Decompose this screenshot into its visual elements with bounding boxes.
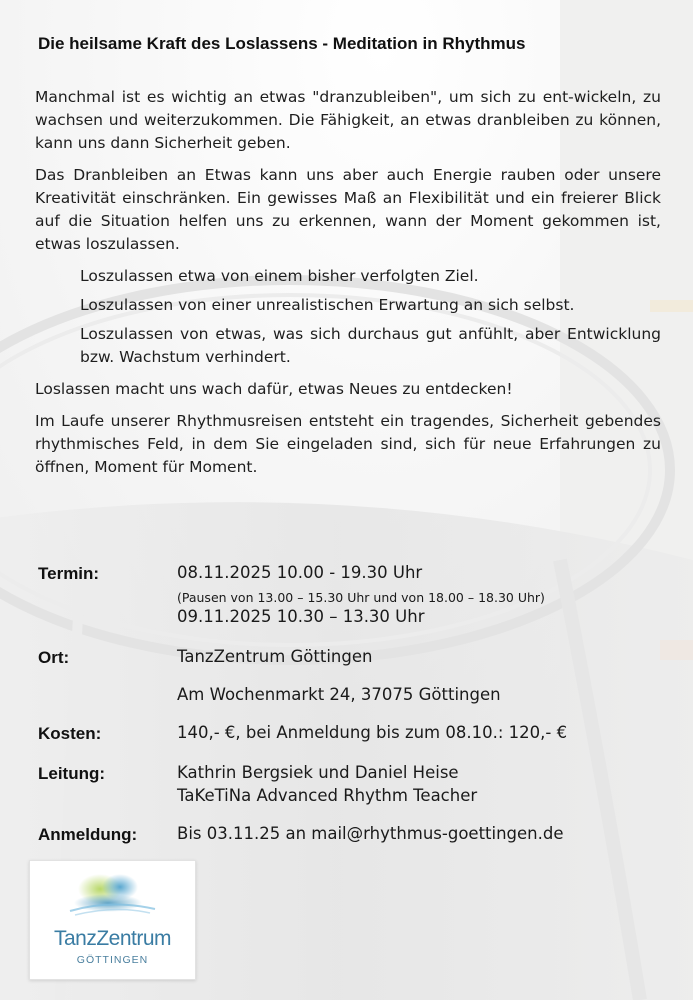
ort-address: Am Wochenmarkt 24, 37075 Göttingen (177, 685, 501, 704)
anmeldung-label: Anmeldung: (38, 825, 138, 844)
paragraph-intro: Manchmal ist es wichtig an etwas "dranzubleiben", um sich zu ent-wickeln, zu wachsen und weiterzukommen. Die Fähigkeit, an etwas dranbleiben zu können, kann uns dann Sicherheit geben. (35, 88, 661, 152)
termin-date-2: 09.11.2025 10.30 – 13.30 Uhr (177, 607, 425, 626)
indented-line-goal: Loszulassen etwa von einem bisher verfolgten Ziel. (80, 267, 479, 285)
leitung-names: Kathrin Bergsiek und Daniel Heise (177, 763, 459, 782)
paragraph-awake: Loslassen macht uns wach dafür, etwas Neues zu entdecken! (35, 380, 513, 398)
logo-wordmark: TanzZentrum (53, 927, 172, 950)
termin-label: Termin: (38, 564, 100, 583)
kosten-value: 140,- €, bei Anmeldung bis zum 08.10.: 120,- € (177, 723, 568, 742)
anmeldung-value: Bis 03.11.25 an mail@rhythmus-goettingen.de (177, 824, 564, 843)
paragraph-energy: Das Dranbleiben an Etwas kann uns aber auch Energie rauben oder unsere Kreativität einschränken. Ein gewisses Maß an Flexibilität und ein freierer Blick auf die Situation helfen uns zu erkennen, wann der Moment gekommen ist, etwas loszulassen. (35, 166, 661, 253)
ort-label: Ort: (38, 648, 70, 667)
logo-city: GÖTTINGEN (76, 954, 149, 966)
leitung-role: TaKeTiNa Advanced Rhythm Teacher (177, 786, 478, 805)
termin-pause-note: (Pausen von 13.00 – 15.30 Uhr und von 18.00 – 18.30 Uhr) (177, 590, 545, 605)
tanzzentrum-logo (29, 860, 196, 980)
page-title: Die heilsame Kraft des Loslassens - Meditation in Rhythmus (38, 34, 526, 53)
ort-venue: TanzZentrum Göttingen (177, 647, 373, 666)
kosten-label: Kosten: (38, 724, 102, 743)
indented-line-expectation: Loszulassen von einer unrealistischen Erwartung an sich selbst. (80, 296, 575, 314)
leitung-label: Leitung: (38, 764, 106, 783)
logo-mark-icon (30, 861, 195, 931)
paragraph-rhythm-journeys: Im Laufe unserer Rhythmusreisen entsteht ein tragendes, Sicherheit gebendes rhythmisches Feld, in dem Sie eingeladen sind, sich für neue Erfahrungen zu öffnen, Moment für Moment. (35, 412, 661, 476)
indented-line-growth: Loszulassen von etwas, was sich durchaus gut anfühlt, aber Entwicklung bzw. Wachstum verhindert. (80, 325, 661, 366)
description-text (35, 86, 661, 488)
termin-date-1: 08.11.2025 10.00 - 19.30 Uhr (177, 563, 423, 582)
